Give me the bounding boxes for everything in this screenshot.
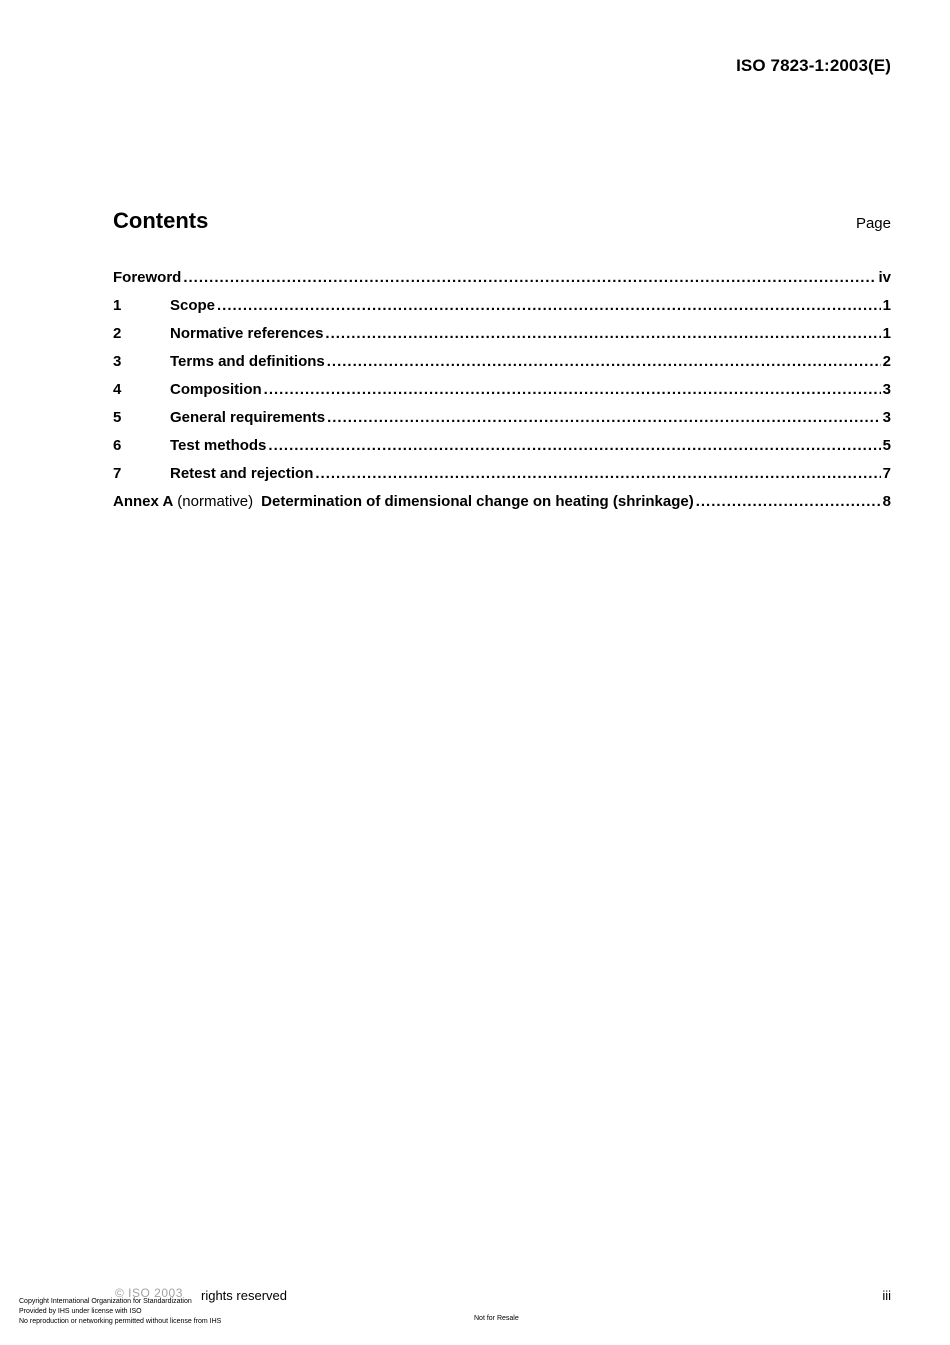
- dot-leader: [264, 380, 881, 400]
- dot-leader: [327, 352, 881, 372]
- toc-entry-foreword[interactable]: [113, 268, 891, 296]
- toc-entry-title: Test methods: [170, 437, 267, 454]
- toc-entry-title: Scope: [170, 297, 216, 314]
- toc-entry-page: 1: [882, 325, 891, 342]
- toc-entry-number: 1: [113, 297, 122, 314]
- toc-entry-page: 1: [882, 297, 891, 314]
- toc-entry-page: 3: [882, 409, 891, 426]
- toc-entry-title: Composition: [170, 381, 262, 398]
- toc-entry-composition[interactable]: [113, 380, 891, 408]
- dot-leader: [217, 296, 881, 316]
- contents-header: [113, 208, 891, 238]
- dot-leader: [696, 492, 881, 512]
- license-line: No reproduction or networking permitted without license from IHS: [19, 1318, 222, 1325]
- toc-entry-title: Retest and rejection: [170, 465, 314, 482]
- copyright-mark: © ISO 2003: [115, 1286, 183, 1300]
- not-for-resale-notice: Not for Resale: [474, 1315, 519, 1322]
- annex-label: Annex A: [113, 493, 174, 510]
- toc-entry-annex-a[interactable]: [113, 492, 891, 520]
- contents-title: Contents: [113, 208, 209, 233]
- toc-entry-page: 7: [882, 465, 891, 482]
- footer-page-number: iii: [882, 1288, 891, 1303]
- dot-leader: [183, 268, 876, 288]
- toc-entry-normative-references[interactable]: [113, 324, 891, 352]
- dot-leader: [268, 436, 880, 456]
- dot-leader: [325, 324, 880, 344]
- toc-entry-retest-and-rejection[interactable]: [113, 464, 891, 492]
- toc-entry-page: 2: [882, 353, 891, 370]
- toc-entry-page: iv: [878, 269, 891, 286]
- annex-title: Determination of dimensional change on heating (shrinkage): [261, 493, 694, 510]
- toc-entry-page: 5: [882, 437, 891, 454]
- toc-entry-scope[interactable]: [113, 296, 891, 324]
- toc-entry-number: 6: [113, 437, 122, 454]
- toc-entry-test-methods[interactable]: [113, 436, 891, 464]
- annex-type: (normative): [177, 493, 254, 510]
- copyright-text: rights reserved: [201, 1288, 287, 1303]
- toc-entry-number: 7: [113, 465, 122, 482]
- toc-entry-title: Foreword: [113, 269, 182, 286]
- license-line: Provided by IHS under license with ISO: [19, 1308, 142, 1315]
- table-of-contents: [113, 268, 891, 520]
- document-id: ISO 7823-1:2003(E): [736, 56, 891, 75]
- toc-entry-number: 2: [113, 325, 122, 342]
- toc-entry-page: 3: [882, 381, 891, 398]
- license-notice: [19, 1297, 221, 1327]
- toc-entry-title: Normative references: [170, 325, 324, 342]
- dot-leader: [327, 408, 881, 428]
- dot-leader: [315, 464, 880, 484]
- toc-entry-number: 3: [113, 353, 122, 370]
- toc-entry-title: Terms and definitions: [170, 353, 325, 370]
- toc-entry-number: 5: [113, 409, 122, 426]
- page-column-label: Page: [855, 215, 891, 232]
- toc-entry-title: General requirements: [170, 409, 326, 426]
- license-line: Copyright International Organization for Standardization: [19, 1298, 192, 1305]
- toc-entry-general-requirements[interactable]: [113, 408, 891, 436]
- toc-entry-page: 8: [882, 493, 891, 510]
- toc-entry-number: 4: [113, 381, 122, 398]
- toc-entry-terms-and-definitions[interactable]: [113, 352, 891, 380]
